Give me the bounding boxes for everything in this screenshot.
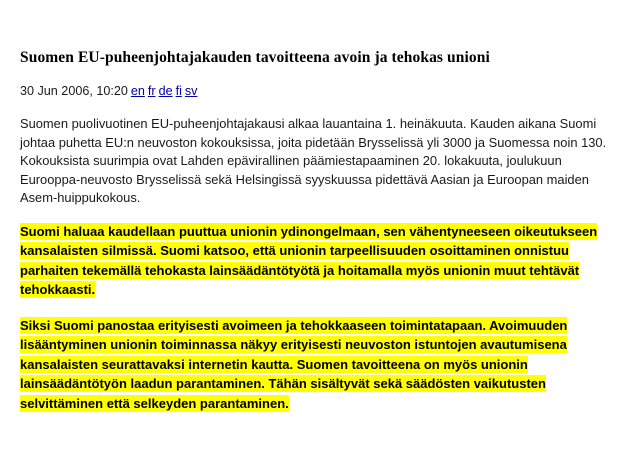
article-paragraph-highlighted-1 <box>20 222 620 300</box>
article-paragraph-highlighted-2 <box>20 316 620 414</box>
language-link-fr[interactable]: fr <box>147 84 156 98</box>
language-link-sv[interactable]: sv <box>184 84 198 98</box>
page-title: Suomen EU-puheenjohtajakauden tavoitteena avoin ja tehokas unioni <box>20 49 490 66</box>
language-link-fi[interactable]: fi <box>175 84 182 98</box>
language-links <box>131 84 198 98</box>
article-paragraph-intro: Suomen puolivuotinen EU-puheenjohtajakausi alkaa lauantaina 1. heinäkuuta. Kauden aikana Suomi johtaa puhetta EU:n neuvoston kokouksissa, joita pidetään Brysselissä yli 3000 ja Suomessa noin 130. Kokouksista suurimpia ovat Lahden epävirallinen päämiestapaaminen 20. lokakuuta, joulukuun Eurooppa-neuvosto Brysselissä sekä Helsingissä syyskuussa pidettävä Aasian ja Euroopan maiden Asem-huippukokous. <box>20 116 607 205</box>
highlight-mark: Suomi haluaa kaudellaan puuttua unionin ydinongelmaan, sen vähentyneeseen oikeutukseen kansalaisten silmissä. Suomi katsoo, että unionin tarpeellisuuden osoittaminen onnistuu parhaiten tekemällä tehokasta lainsäädäntötyötä ja hoitamalla myös unionin muut tehtävät tehokkaasti. <box>20 223 598 297</box>
highlight-mark: Siksi Suomi panostaa erityisesti avoimeen ja tehokkaaseen toimintatapaan. Avoimuuden lisääntyminen unionin toiminnassa näkyy erityisesti neuvoston istuntojen avautumisena kansalaisten seurattavaksi internetin kautta. Suomen tavoitteena on myös unionin lainsäädäntötyön laadun parantaminen. Tähän sisältyvät sekä säädösten vaikutusten selvittäminen että selkeyden parantaminen. <box>20 317 568 411</box>
language-link-de[interactable]: de <box>158 84 173 98</box>
publication-timestamp: 30 Jun 2006, 10:20 <box>20 84 128 98</box>
language-link-en[interactable]: en <box>130 84 145 98</box>
article-meta <box>20 83 624 99</box>
